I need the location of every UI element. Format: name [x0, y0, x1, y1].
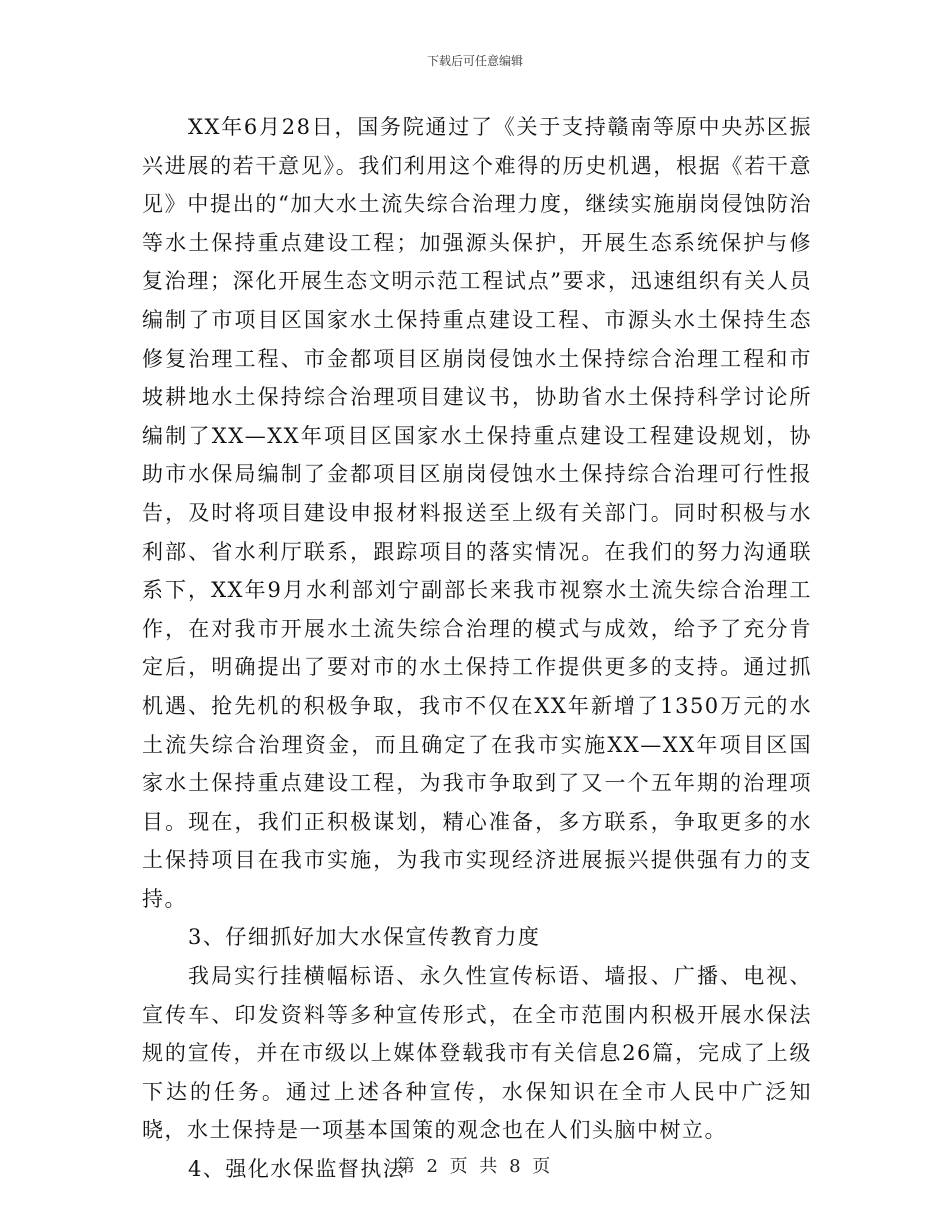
heading-supervision-enforcement: 4、强化水保监督执法	[188, 1157, 406, 1182]
heading-publicity-education: 3、仔细抓好加大水保宣传教育力度	[188, 925, 541, 950]
document-body	[142, 108, 812, 1189]
page-header: 下载后可任意编辑	[426, 54, 523, 68]
paragraph-publicity: 我局实行挂横幅标语、永久性宣传标语、墙报、广播、电视、宣传车、印发资料等多种宣传形式，在全市范围内积极开展水保法规的宣传，并在市级以上媒体登载我市有关信息26篇，完成了上级下达的任务。通过上述各种宣传，水保知识在全市人民中广泛知晓，水土保持是一项基本国策的观念也在人们头脑中树立。	[142, 964, 812, 1143]
page-number: 第 2 页 共 8 页	[396, 1156, 554, 1177]
paragraph-project-application: XX年6月28日，国务院通过了《关于支持赣南等原中央苏区振兴进展的若干意见》。我们利用这个难得的历史机遇，根据《若干意见》中提出的“加大水土流失综合治理力度，继续实施崩岗侵蚀防治等水土保持重点建设工程；加强源头保护，开展生态系统保护与修复治理；深化开展生态文明示范工程试点”要求，迅速组织有关人员编制了市项目区国家水土保持重点建设工程、市源头水土保持生态修复治理工程、市金都项目区崩岗侵蚀水土保持综合治理工程和市坡耕地水土保持综合治理项目建议书，协助省水土保持科学讨论所编制了XX—XX年项目区国家水土保持重点建设工程建设规划，协助市水保局编制了金都项目区崩岗侵蚀水土保持综合治理可行性报告，及时将项目建设申报材料报送至上级有关部门。同时积极与水利部、省水利厅联系，跟踪项目的落实情况。在我们的努力沟通联系下，XX年9月水利部刘宁副部长来我市视察水土流失综合治理工作，在对我市开展水土流失综合治理的模式与成效，给予了充分肯定后，明确提出了要对市的水土保持工作提供更多的支持。通过抓机遇、抢先机的积极争取，我市不仅在XX年新增了1350万元的水土流失综合治理资金，而且确定了在我市实施XX—XX年项目区国家水土保持重点建设工程，为我市争取到了又一个五年期的治理项目。现在，我们正积极谋划，精心准备，多方联系，争取更多的水土保持项目在我市实施，为我市实现经济进展振兴提供强有力的支持。	[142, 115, 812, 911]
